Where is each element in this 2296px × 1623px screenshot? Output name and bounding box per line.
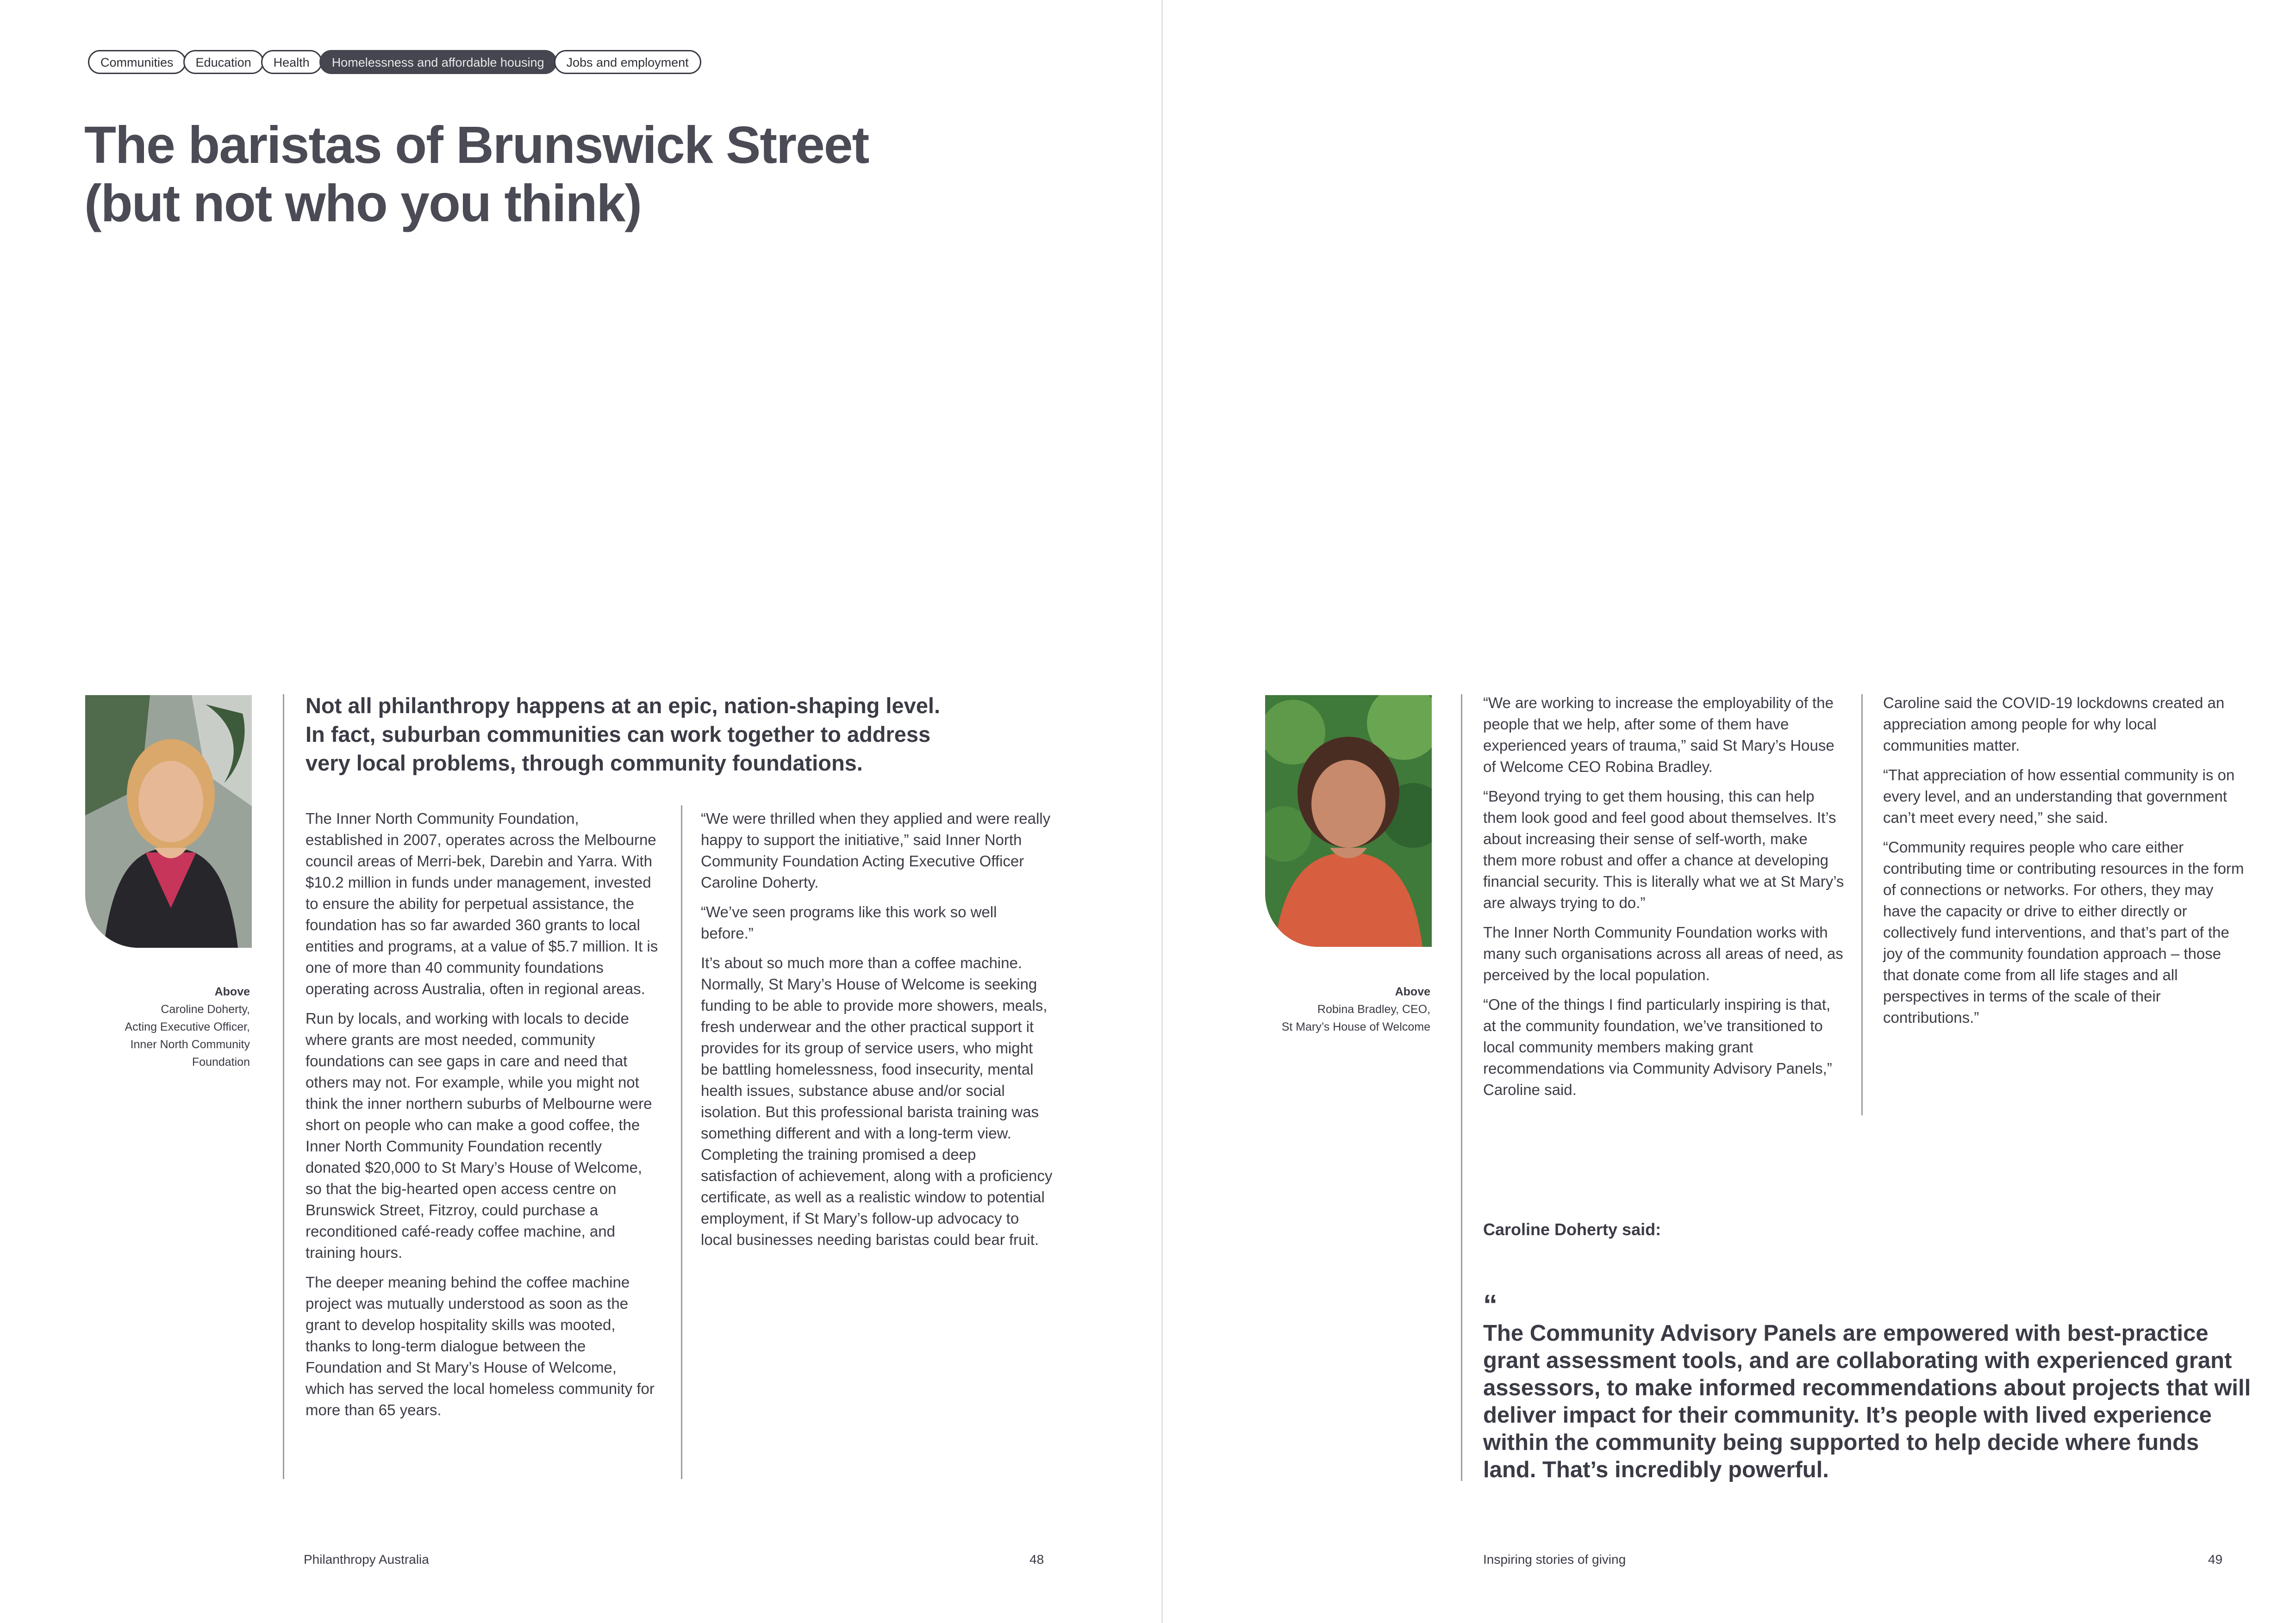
paragraph: The Inner North Community Foundation works with many such organisations across all areas of need, as perceived by the local population. bbox=[1483, 924, 1843, 983]
tag-education[interactable]: Education bbox=[183, 50, 264, 74]
column-rule bbox=[1861, 694, 1863, 1115]
paragraph: “We were thrilled when they applied and were really happy to support the initiative,” said Inner North Community Foundation Acting Executive Officer Caroline Doherty. bbox=[701, 810, 1051, 891]
portrait-photo-caroline bbox=[85, 695, 252, 948]
page-fold-divider bbox=[1161, 0, 1163, 1623]
right-column-1 bbox=[1483, 692, 1844, 1109]
caption-caroline bbox=[74, 983, 250, 1071]
caption-lead: Above bbox=[1395, 985, 1430, 998]
intro-paragraph: Not all philanthropy happens at an epic, nation-shaping level. In fact, suburban communities can work together to address very local problems, through community foundations. bbox=[306, 693, 941, 775]
paragraph: Run by locals, and working with locals to decide where grants are most needed, community foundations can see gaps in care and need that others may not. For example, while you might not think the inner northern suburbs of Melbourne were short on people who can make a good coffee, the Inner North Community Foundation recently donated $20,000 to St Mary’s House of Welcome, so that the big-hearted open access centre on Brunswick Street, Fitzroy, could purchase a reconditioned café-ready coffee machine, and training hours. bbox=[306, 1010, 652, 1261]
tag-health[interactable]: Health bbox=[261, 50, 322, 74]
paragraph: “We are working to increase the employability of the people that we help, after some of them have experienced years of trauma,” said St Mary’s House of Welcome CEO Robina Bradley. bbox=[1483, 694, 1834, 775]
portrait-photo-icon bbox=[85, 695, 252, 948]
paragraph: The deeper meaning behind the coffee machine project was mutually understood as soon as the grant to develop hospitality skills was mooted, thanks to long-term dialogue between the Foundation and St Mary’s House of Welcome, which has served the local homeless community for more than 65 years. bbox=[306, 1274, 655, 1418]
tag-jobs-employment[interactable]: Jobs and employment bbox=[554, 50, 701, 74]
caption-line: Caroline Doherty, bbox=[161, 1003, 250, 1016]
paragraph: “One of the things I find particularly inspiring is that, at the community foundation, we’ve transitioned to local community members making grant recommendations via Community Advisory Panels,” Caroline said. bbox=[1483, 996, 1832, 1098]
tag-homelessness-housing[interactable]: Homelessness and affordable housing bbox=[319, 50, 557, 74]
paragraph: “Community requires people who care either contributing time or contributing resources in the form of connections or networks. For others, they may have the capacity or drive to either directly or collectively fund interventions, and that’s part of the joy of the community foundation approach – those that donate come from all life stages and all perspectives in terms of the scale of their contributions.” bbox=[1883, 839, 2244, 1026]
portrait-photo-robina bbox=[1265, 695, 1432, 947]
caption-line: Acting Executive Officer, bbox=[125, 1020, 250, 1033]
right-column-2 bbox=[1883, 692, 2244, 1037]
left-rule bbox=[283, 694, 284, 1479]
footer-right-publication: Inspiring stories of giving bbox=[1483, 1552, 1626, 1567]
paragraph: “We’ve seen programs like this work so well before.” bbox=[701, 903, 997, 942]
pull-quote: The Community Advisory Panels are empowered with best-practice grant assessment tools, and are collaborating with experienced grant assessors, to make informed recommendations about projects that will deliver impact for their community. It’s people with lived experience within the community being supported to help decide where funds land. That’s incredibly powerful. bbox=[1483, 1321, 2251, 1482]
paragraph: It’s about so much more than a coffee machine. Normally, St Mary’s House of Welcome is seeking funding to be able to provide more showers, meals, fresh underwear and the other practical support it provides for its group of service users, who might be battling homelessness, food insecurity, mental health issues, substance abuse and/or social isolation. But this professional barista training was something different and with a long-term view. Completing the training promised a deep satisfaction of achievement, along with a proficiency certificate, as well as a realistic window to potential employment, if St Mary’s follow-up advocacy to local businesses needing baristas could bear fruit. bbox=[701, 954, 1053, 1248]
page-number-left: 48 bbox=[1029, 1552, 1044, 1567]
page-title bbox=[84, 116, 1010, 232]
caption-robina bbox=[1250, 983, 1430, 1036]
paragraph: “That appreciation of how essential community is on every level, and an understanding that government can’t meet every need,” she said. bbox=[1883, 766, 2235, 826]
left-column-1 bbox=[306, 808, 660, 1429]
paragraph: “Beyond trying to get them housing, this can help them look good and feel good about themselves. It’s about increasing their sense of self-worth, make them more robust and offer a chance at developing financial security. This is literally what we at St Mary’s are always trying to do.” bbox=[1483, 788, 1844, 911]
caption-line: Robina Bradley, CEO, bbox=[1317, 1003, 1430, 1016]
page-number-right: 49 bbox=[2208, 1552, 2223, 1567]
quote-attribution: Caroline Doherty said: bbox=[1483, 1220, 1661, 1239]
quote-mark-icon: “ bbox=[1483, 1289, 1497, 1321]
column-rule bbox=[681, 805, 682, 1479]
caption-line: St Mary’s House of Welcome bbox=[1281, 1020, 1430, 1033]
title-line-1: The baristas of Brunswick Street bbox=[84, 116, 869, 174]
caption-lead: Above bbox=[214, 985, 250, 998]
footer-left-publication: Philanthropy Australia bbox=[304, 1552, 429, 1567]
tag-communities[interactable]: Communities bbox=[88, 50, 186, 74]
paragraph: The Inner North Community Foundation, established in 2007, operates across the Melbourne council areas of Merri-bek, Darebin and Yarra. With $10.2 million in funds under management, invested to ensure the ability for perpetual assistance, the foundation has so far awarded 360 grants to local entities and programs, at a value of $5.7 million. It is one of more than 40 community foundations operating across Australia, often in regional areas. bbox=[306, 810, 658, 997]
portrait-photo-icon bbox=[1265, 695, 1432, 947]
topic-tags bbox=[88, 50, 699, 74]
title-line-2: (but not who you think) bbox=[84, 174, 641, 232]
caption-line: Inner North Community bbox=[130, 1038, 250, 1051]
caption-line: Foundation bbox=[192, 1056, 250, 1069]
left-column-2 bbox=[701, 808, 1053, 1259]
right-rule bbox=[1461, 694, 1462, 1481]
paragraph: Caroline said the COVID-19 lockdowns created an appreciation among people for why local communities matter. bbox=[1883, 694, 2225, 754]
